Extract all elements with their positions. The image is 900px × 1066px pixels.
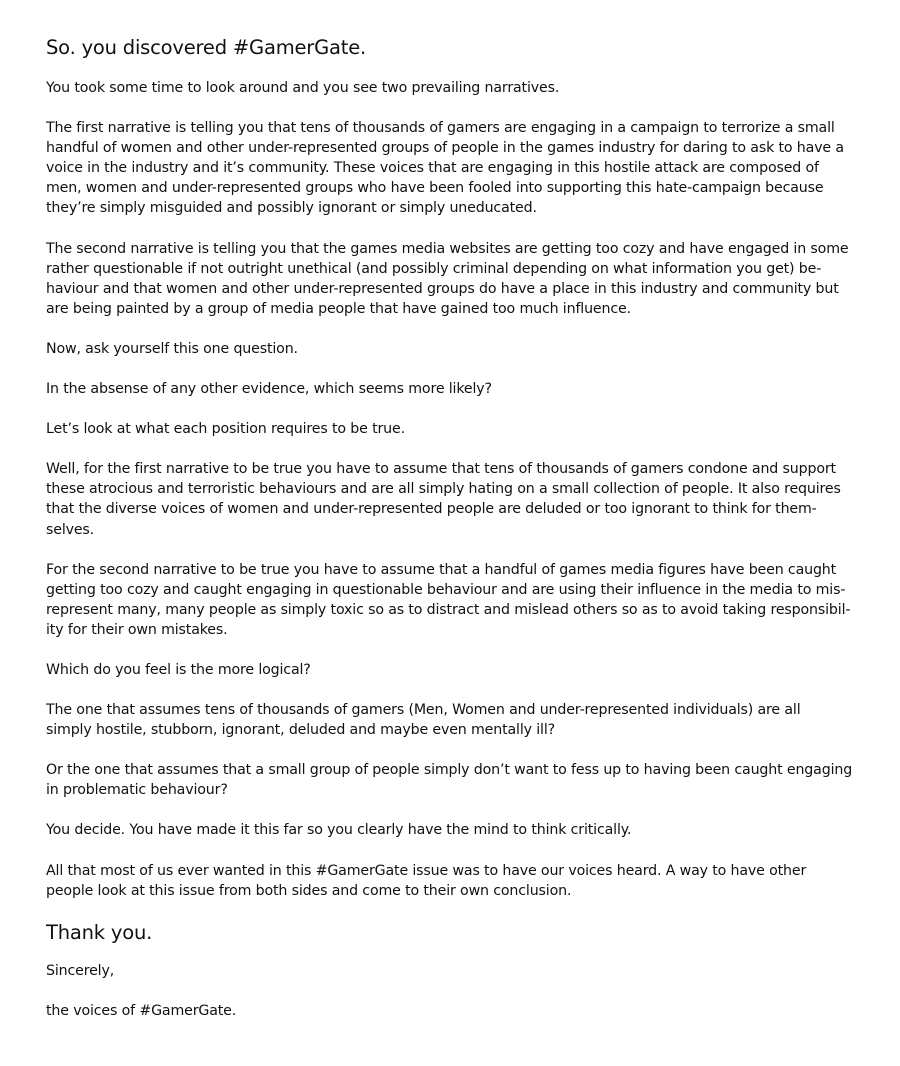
paragraph-second-narrative <box>46 239 849 319</box>
thank-you-heading: Thank you. <box>46 920 153 944</box>
text-line: simply hostile, stubborn, ignorant, deluded and maybe even mentally ill? <box>46 722 555 739</box>
text-line: the voices of #GamerGate. <box>46 1002 237 1019</box>
text-line: Sincerely, <box>46 962 115 979</box>
paragraph-first-narrative <box>46 118 846 218</box>
paragraph-voices <box>46 861 846 901</box>
text-line: represent many, many people as simply toxic so as to distract and mislead others so as to avoid taking responsibil- <box>46 601 851 618</box>
text-line: voice in the industry and it’s community. These voices that are engaging in this hostile attack are composed of <box>46 160 819 177</box>
text-line: people look at this issue from both sides and come to their own conclusion. <box>46 882 572 899</box>
text-line: The second narrative is telling you that the games media websites are getting too cozy and have engaged in some <box>46 240 849 257</box>
signature <box>46 1001 846 1021</box>
paragraph-logical <box>46 660 846 680</box>
paragraph-first-assumption <box>46 459 846 539</box>
text-line: In the absense of any other evidence, which seems more likely? <box>46 381 492 398</box>
text-line: are being painted by a group of media people that have gained too much influence. <box>46 300 631 317</box>
text-line: rather questionable if not outright unethical (and possibly criminal depending on what information you get) be- <box>46 260 822 277</box>
text-line: getting too cozy and caught engaging in questionable behaviour and are using their influence in the media to mis- <box>46 581 846 598</box>
text-line: The first narrative is telling you that tens of thousands of gamers are engaging in a campaign to terrorize a small <box>46 120 835 137</box>
text-line: they’re simply misguided and possibly ignorant or simply uneducated. <box>46 200 537 217</box>
paragraph-decide <box>46 820 846 840</box>
text-line: Let’s look at what each position requires to be true. <box>46 421 405 438</box>
text-line: All that most of us ever wanted in this #GamerGate issue was to have our voices heard. A way to have other <box>46 862 807 879</box>
paragraph-second-assumption <box>46 560 851 640</box>
text-line: men, women and under-represented groups who have been fooled into supporting this hate-campaign because <box>46 180 824 197</box>
paragraph-intro <box>46 78 846 98</box>
text-line: handful of women and other under-represented groups of people in the games industry for daring to ask to have a <box>46 140 844 157</box>
paragraph-question <box>46 339 846 359</box>
text-line: The one that assumes tens of thousands of gamers (Men, Women and under-represented individuals) are all <box>46 702 801 719</box>
document-page <box>46 36 853 1041</box>
paragraph-positions <box>46 419 846 439</box>
text-line: that the diverse voices of women and under-represented people are deluded or too ignorant to think for them- <box>46 501 817 518</box>
paragraph-evidence <box>46 379 846 399</box>
page-title: So. you discovered #GamerGate. <box>46 36 367 59</box>
text-line: selves. <box>46 521 95 538</box>
text-line: You took some time to look around and you see two prevailing narratives. <box>46 80 560 96</box>
paragraph-option-two <box>46 760 853 800</box>
text-line: haviour and that women and other under-represented groups do have a place in this industry and community but <box>46 280 839 297</box>
text-line: in problematic behaviour? <box>46 782 228 799</box>
text-line: For the second narrative to be true you have to assume that a handful of games media figures have been caught <box>46 561 837 578</box>
closing-salutation <box>46 961 846 981</box>
text-line: Or the one that assumes that a small group of people simply don’t want to fess up to having been caught engaging <box>46 762 853 779</box>
text-line: Now, ask yourself this one question. <box>46 340 298 357</box>
text-line: You decide. You have made it this far so you clearly have the mind to think critically. <box>46 822 632 839</box>
text-line: these atrocious and terroristic behaviours and are all simply hating on a small collection of people. It also requires <box>46 481 841 498</box>
text-line: ity for their own mistakes. <box>46 621 228 638</box>
text-line: Which do you feel is the more logical? <box>46 661 311 678</box>
paragraph-option-one <box>46 700 846 740</box>
text-line: Well, for the first narrative to be true you have to assume that tens of thousands of gamers condone and support <box>46 461 836 478</box>
